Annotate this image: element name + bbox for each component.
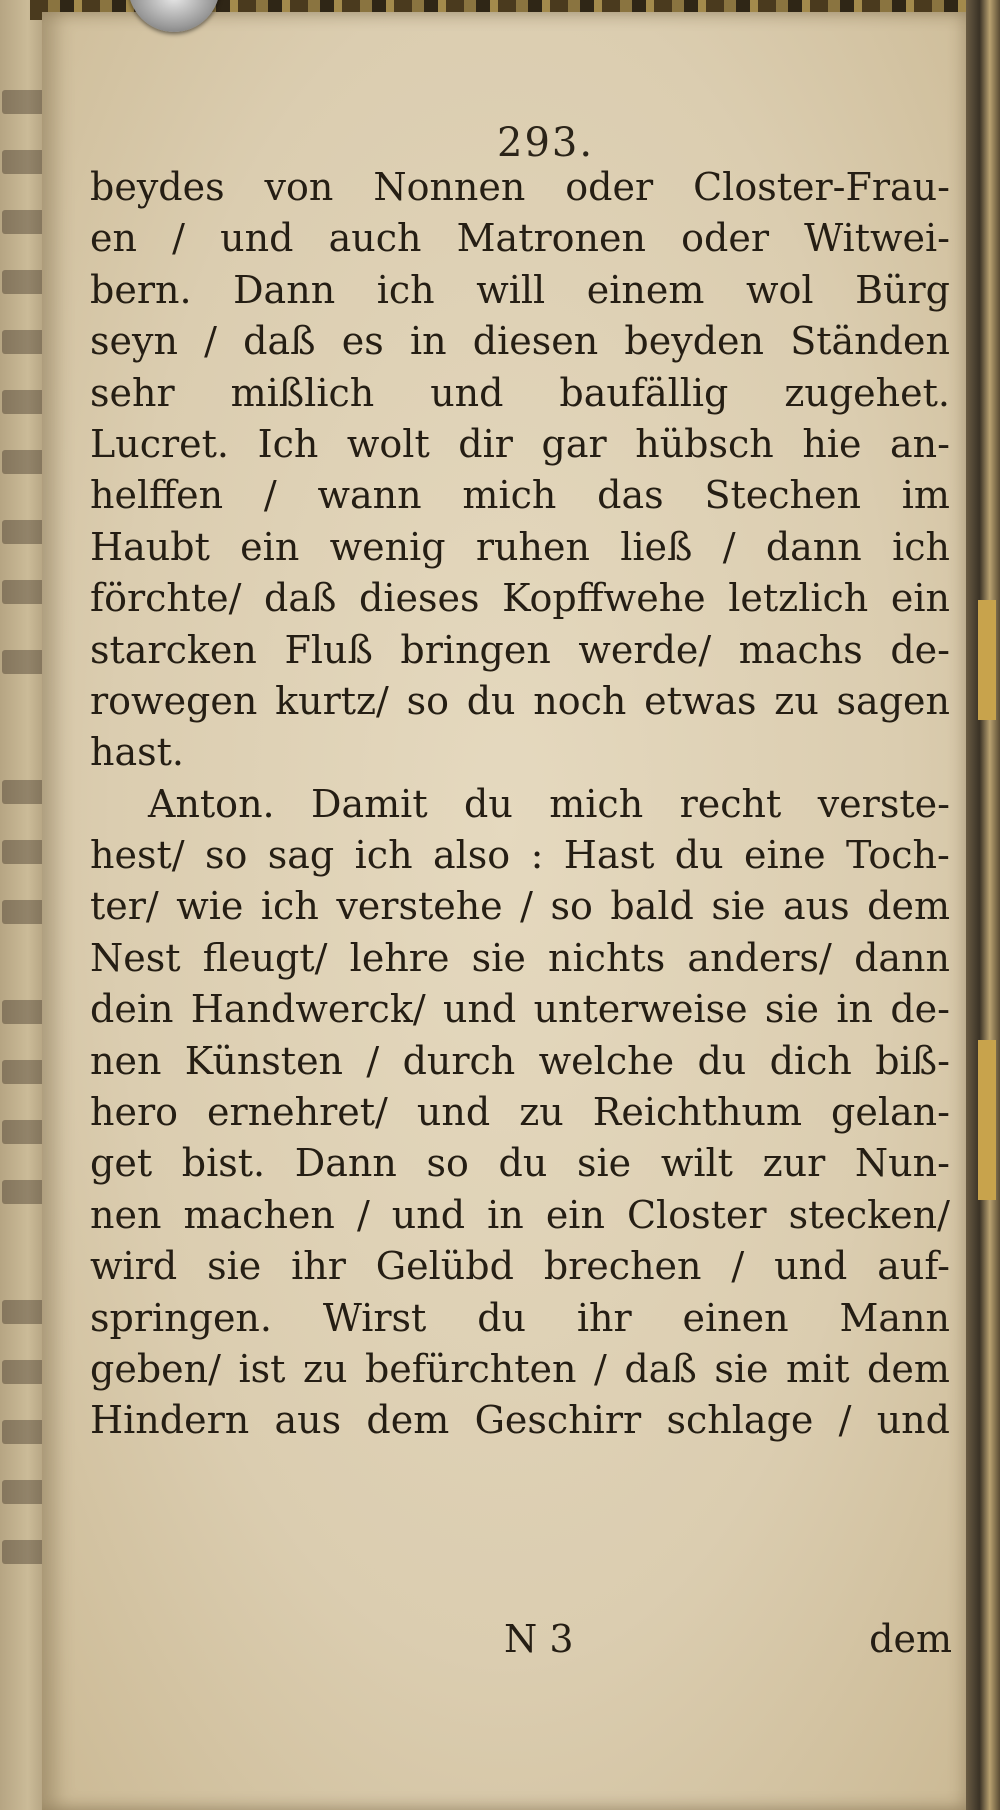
page-footer: [132, 1617, 952, 1677]
catchword: dem: [869, 1617, 952, 1661]
text-line: sehr mißlich und baufällig zugehet.: [90, 370, 950, 415]
text-line: helffen / wann mich das Stechen im: [90, 473, 950, 518]
text-line: dein Handwerck/ und unterweise sie in de-: [90, 987, 950, 1032]
text-line: get bist. Dann so du sie wilt zur Nun-: [90, 1141, 950, 1186]
text-line: bern. Dann ich will einem wol Bürg: [90, 267, 950, 312]
page-number: 293.: [497, 120, 595, 166]
text-line: Hindern aus dem Geschirr schlage / und: [90, 1398, 950, 1443]
text-line: Anton. Damit du mich recht verste-: [148, 781, 950, 826]
right-cover-edge: [966, 0, 1000, 1810]
text-line: en / und auch Matronen oder Witwei-: [90, 216, 950, 261]
text-line: nen machen / und in ein Closter stecken/: [90, 1192, 950, 1237]
text-line: förchte/ daß dieses Kopffwehe letzlich ein: [90, 576, 950, 621]
text-line: rowegen kurtz/ so du noch etwas zu sagen: [90, 678, 950, 723]
text-line: wird sie ihr Gelübd brechen / und auf-: [90, 1244, 950, 1289]
text-line: Nest fleugt/ lehre sie nichts anders/ dann: [90, 935, 950, 980]
text-line: seyn / daß es in diesen beyden Ständen: [90, 319, 950, 364]
text-line: Lucret. Ich wolt dir gar hübsch hie an-: [90, 421, 950, 466]
text-line: hest/ so sag ich also : Hast du eine Toch-: [90, 833, 950, 878]
signature-mark: N 3: [504, 1617, 574, 1661]
text-line: beydes von Nonnen oder Closter-Frau-: [90, 165, 950, 209]
book-page: [42, 12, 970, 1810]
text-line: nen Künsten / durch welche du dich biß-: [90, 1038, 950, 1083]
text-line: starcken Fluß bringen werde/ machs de-: [90, 627, 950, 672]
body-text: [90, 162, 950, 1447]
text-line: hast.: [90, 730, 184, 775]
text-line: Haubt ein wenig ruhen ließ / dann ich: [90, 524, 950, 569]
text-line: springen. Wirst du ihr einen Mann: [90, 1295, 950, 1340]
text-line: hero ernehret/ und zu Reichthum gelan-: [90, 1090, 950, 1135]
text-line: ter/ wie ich verstehe / so bald sie aus dem: [90, 884, 950, 929]
text-line: geben/ ist zu befürchten / daß sie mit dem: [90, 1346, 950, 1391]
